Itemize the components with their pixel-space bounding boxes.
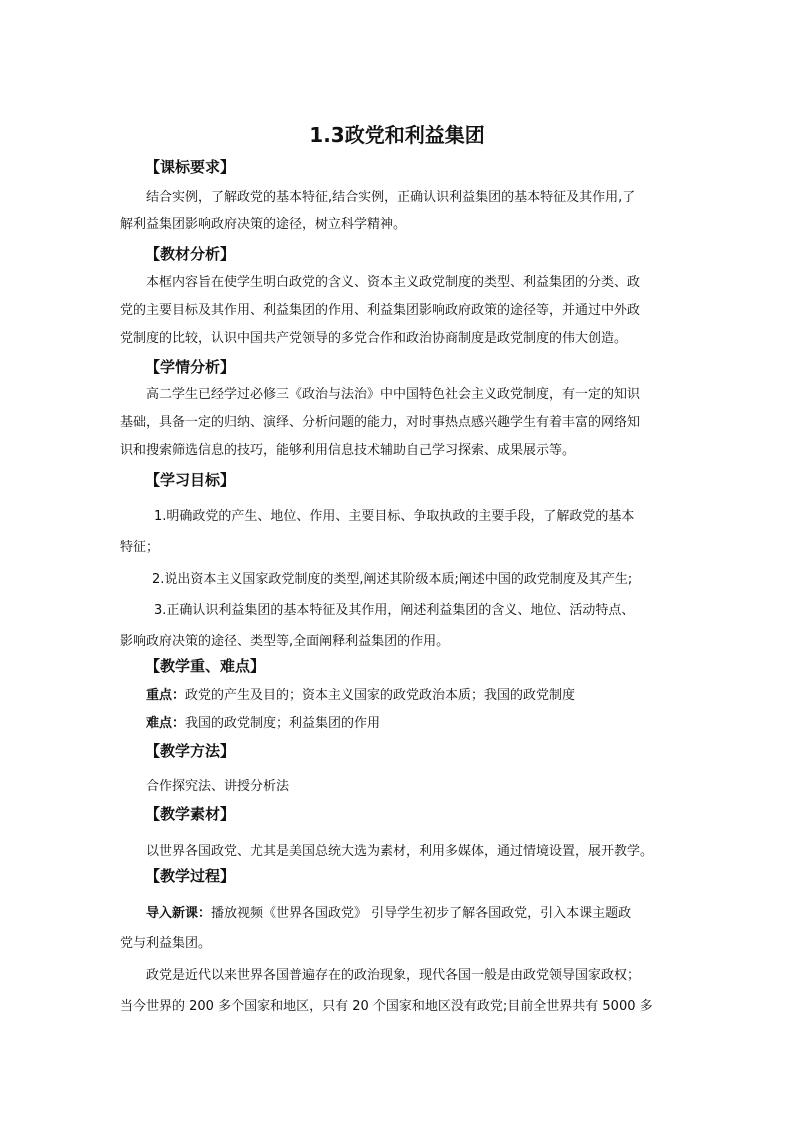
paragraph-line: 2.说出资本主义国家政党制度的类型,阐述其阶级本质;阐述中国的政党制度及其产生; — [152, 572, 633, 587]
intro-line — [146, 904, 631, 924]
paragraph-line: 高二学生已经学过必修三《政治与法治》中中国特色社会主义政党制度，有一定的知识 — [146, 387, 641, 402]
paragraph-line: 1.明确政党的产生、地位、作用、主要目标、争取执政的主要手段，了解政党的基本 — [154, 509, 635, 524]
paragraph-line: 解利益集团影响政府决策的途径，树立科学精神。 — [120, 217, 407, 232]
paragraph-line: 基础，具备一定的归纳、演绎、分析问题的能力，对时事热点感兴趣学生有着丰富的网络知 — [120, 415, 641, 430]
intro-text: 播放视频《世界各国政党》 引导学生初步了解各国政党，引入本课主题政 — [211, 906, 632, 921]
paragraph-line: 党与利益集团。 — [120, 936, 212, 951]
paragraph-line: 政党是近代以来世界各国普遍存在的政治现象，现代各国一般是由政党领导国家政权； — [146, 968, 641, 983]
section-heading-sucai: 【教学素材】 — [145, 805, 236, 823]
intro-label: 导入新课： — [146, 906, 212, 921]
section-heading-xueqing: 【学情分析】 — [145, 358, 236, 376]
section-heading-zhongnan: 【教学重、难点】 — [145, 657, 266, 675]
section-heading-jiaocai: 【教材分析】 — [145, 245, 236, 263]
section-heading-kebiao: 【课标要求】 — [145, 158, 236, 176]
paragraph-line: 识和搜索筛选信息的技巧，能够利用信息技术辅助自己学习探索、成果展示等。 — [120, 443, 576, 458]
paragraph-line: 党制度的比较，认识中国共产党领导的多党合作和政治协商制度是政党制度的伟大创造。 — [120, 331, 628, 346]
paragraph-line: 特征； — [120, 540, 160, 555]
paragraph-line: 以世界各国政党、尤其是美国总统大选为素材，利用多媒体，通过情境设置，展开教学。 — [146, 844, 654, 859]
difficult-point-text: 我国的政党制度；利益集团的作用 — [185, 716, 381, 731]
key-point-label: 重点： — [146, 688, 186, 703]
paragraph-line: 党的主要目标及其作用、利益集团的作用、利益集团影响政府政策的途径等，并通过中外政 — [120, 303, 641, 318]
difficult-point-label: 难点： — [146, 716, 186, 731]
paragraph-line: 当今世界的 200 多个国家和地区，只有 20 个国家和地区没有政党;目前全世界共有 5000 多 — [120, 999, 653, 1014]
page-title: 1.3政党和利益集团 — [309, 123, 485, 147]
section-heading-guocheng: 【教学过程】 — [145, 867, 236, 885]
key-point-text: 政党的产生及目的；资本主义国家的政党政治本质；我国的政党制度 — [185, 688, 576, 703]
section-heading-mubiao: 【学习目标】 — [145, 471, 236, 489]
difficult-point-line — [146, 714, 380, 734]
paragraph-line: 结合实例，了解政党的基本特征,结合实例，正确认识利益集团的基本特征及其作用,了 — [146, 190, 636, 205]
section-heading-fangfa: 【教学方法】 — [145, 742, 236, 760]
key-point-line — [146, 686, 575, 706]
paragraph-line: 3.正确认识利益集团的基本特征及其作用，阐述利益集团的含义、地位、活动特点、 — [154, 603, 635, 618]
paragraph-line: 影响政府决策的途径、类型等,全面阐释利益集团的作用。 — [120, 634, 450, 649]
paragraph-line: 合作探究法、讲授分析法 — [146, 779, 290, 794]
paragraph-line: 本框内容旨在使学生明白政党的含义、资本主义政党制度的类型、利益集团的分类、政 — [146, 275, 641, 290]
